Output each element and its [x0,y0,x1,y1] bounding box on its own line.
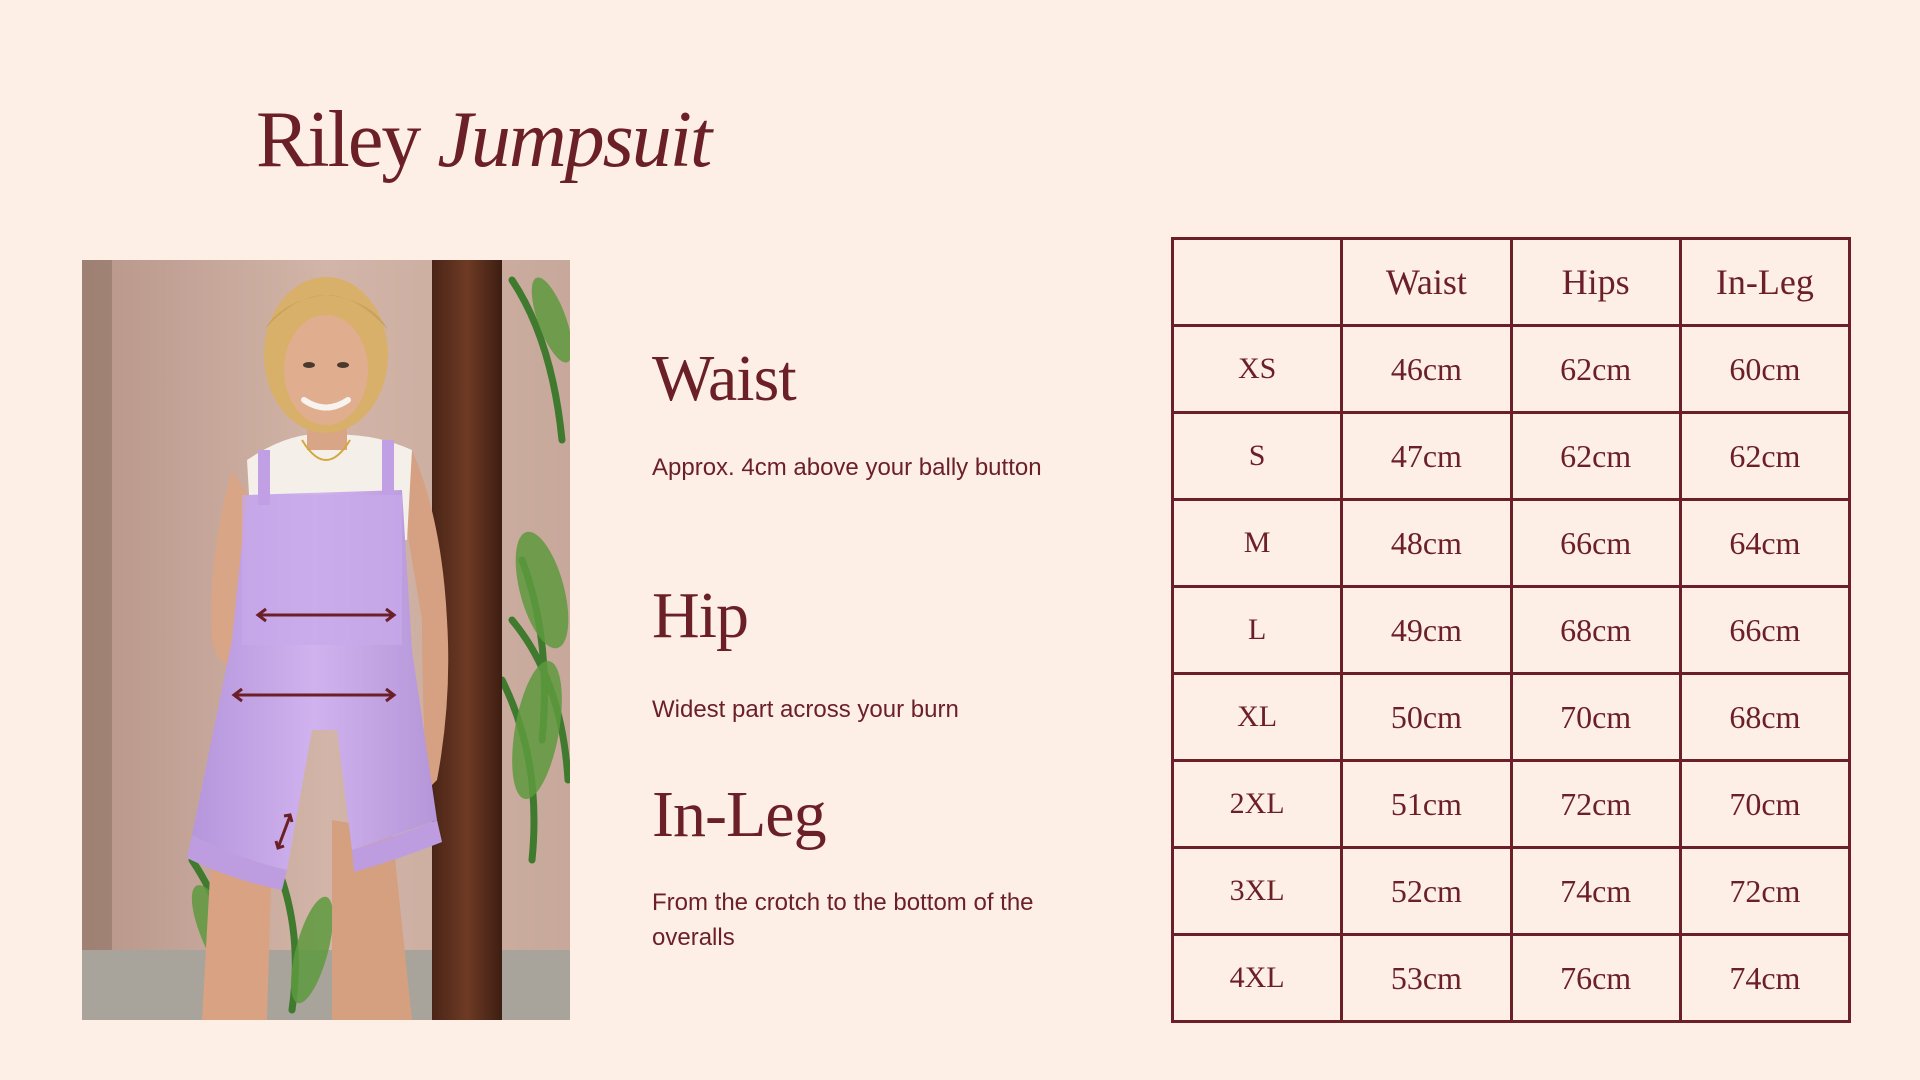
hip-heading: Hip [652,579,748,652]
inleg-cell: 62cm [1680,413,1849,500]
table-row [1173,326,1850,413]
hip-description: Widest part across your burn [652,696,959,723]
size-cell: 4XL [1173,935,1342,1022]
title-name: Riley [256,96,420,184]
inleg-cell: 70cm [1680,761,1849,848]
hips-cell: 66cm [1511,500,1680,587]
inleg-cell: 72cm [1680,848,1849,935]
page-title [256,96,711,184]
table-row [1173,674,1850,761]
waist-cell: 46cm [1342,326,1511,413]
hips-cell: 68cm [1511,587,1680,674]
title-product: Jumpsuit [437,96,711,184]
waist-heading: Waist [652,342,796,415]
header-waist: Waist [1342,239,1511,326]
hips-cell: 72cm [1511,761,1680,848]
table-row [1173,413,1850,500]
hips-cell: 62cm [1511,413,1680,500]
inleg-cell: 60cm [1680,326,1849,413]
size-cell: XL [1173,674,1342,761]
hips-cell: 62cm [1511,326,1680,413]
inleg-description: From the crotch to the bottom of the overalls [652,889,1034,951]
inleg-cell: 68cm [1680,674,1849,761]
table-row [1173,761,1850,848]
size-cell: L [1173,587,1342,674]
waist-cell: 47cm [1342,413,1511,500]
inleg-heading: In-Leg [652,778,826,851]
size-cell: 3XL [1173,848,1342,935]
header-inleg: In-Leg [1680,239,1849,326]
waist-cell: 51cm [1342,761,1511,848]
waist-cell: 48cm [1342,500,1511,587]
size-cell: S [1173,413,1342,500]
size-chart-table [1171,237,1851,1023]
table-row [1173,848,1850,935]
hips-cell: 74cm [1511,848,1680,935]
inleg-cell: 64cm [1680,500,1849,587]
inleg-cell: 66cm [1680,587,1849,674]
product-photo [82,260,570,1020]
size-cell: 2XL [1173,761,1342,848]
table-row [1173,500,1850,587]
product-photo-illustration [82,260,570,1020]
table-header-row [1173,239,1850,326]
table-row [1173,935,1850,1022]
hips-cell: 70cm [1511,674,1680,761]
size-cell: XS [1173,326,1342,413]
waist-cell: 49cm [1342,587,1511,674]
hips-cell: 76cm [1511,935,1680,1022]
header-hips: Hips [1511,239,1680,326]
waist-cell: 50cm [1342,674,1511,761]
waist-cell: 53cm [1342,935,1511,1022]
waist-description: Approx. 4cm above your bally button [652,454,1042,481]
size-cell: M [1173,500,1342,587]
inleg-cell: 74cm [1680,935,1849,1022]
waist-cell: 52cm [1342,848,1511,935]
table-row [1173,587,1850,674]
header-empty-cell [1173,239,1342,326]
